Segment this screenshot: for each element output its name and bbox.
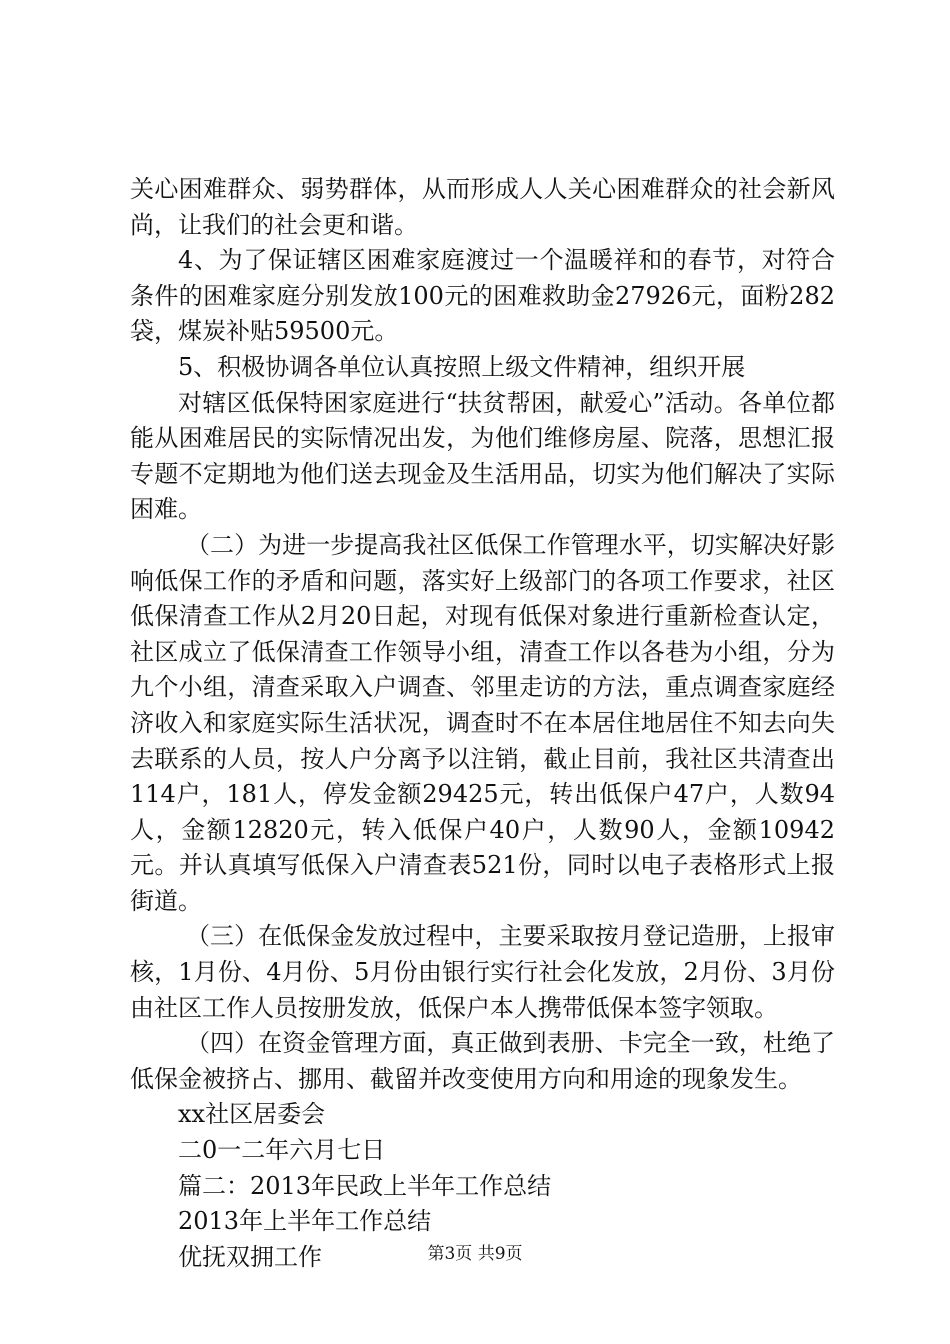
paragraph-section-2: （二）为进一步提高我社区低保工作管理水平，切实解决好影响低保工作的矛盾和问题，落实好上级部门的各项工作要求，社区低保清查工作从2月20日起，对现有低保对象进行重新检查认定，社区成立了低保清查工作领导小组，清查工作以各巷为小组，分为九个小组，清查采取入户调查、邻里走访的方法，重点调查家庭经济收入和家庭实际生活状况，调查时不在本居住地居住不知去向失去联系的人员，按人户分离予以注销，截止目前，我社区共清查出114户，181人，停发金额29425元，转出低保户47户，人数94人，金额12820元，转入低保户40户，人数90人，金额10942元。并认真填写低保入户清查表521份，同时以电子表格形式上报街道。 xyxy=(130,530,835,915)
section-title: 篇二：2013年民政上半年工作总结 xyxy=(178,1171,552,1200)
paragraph-continuation: 关心困难群众、弱势群体，从而形成人人关心困难群众的社会新风尚，让我们的社会更和谐。 xyxy=(130,175,835,239)
document-body xyxy=(130,172,835,1275)
paragraph-section-3: （三）在低保金发放过程中，主要采取按月登记造册，上报审核，1月份、4月份、5月份由银行实行社会化发放，2月份、3月份由社区工作人员按册发放，低保户本人携带低保本签字领取。 xyxy=(130,922,835,1022)
signature-date: 二0一二年六月七日 xyxy=(178,1136,386,1165)
page-footer xyxy=(0,1243,950,1265)
paragraph-item-5: 5、积极协调各单位认真按照上级文件精神，组织开展 xyxy=(178,352,746,381)
paragraph-activity: 对辖区低保特困家庭进行“扶贫帮困，献爱心”活动。各单位都能从困难居民的实际情况出发，为他们维修房屋、院落，思想汇报专题不定期地为他们送去现金及生活用品，切实为他们解决了实际困难。 xyxy=(130,388,835,524)
paragraph-section-4: （四）在资金管理方面，真正做到表册、卡完全一致，杜绝了低保金被挤占、挪用、截留并改变使用方向和用途的现象发生。 xyxy=(130,1029,835,1093)
document-subtitle: 2013年上半年工作总结 xyxy=(178,1207,432,1236)
section-subheading: 优抚双拥工作 xyxy=(178,1242,322,1271)
page-number-label: 第3页 共9页 xyxy=(427,1244,523,1264)
paragraph-item-4: 4、为了保证辖区困难家庭渡过一个温暖祥和的春节，对符合条件的困难家庭分别发放100元的困难救助金27926元，面粉282袋，煤炭补贴59500元。 xyxy=(130,246,835,346)
signature-organization: xx社区居委会 xyxy=(178,1100,326,1129)
